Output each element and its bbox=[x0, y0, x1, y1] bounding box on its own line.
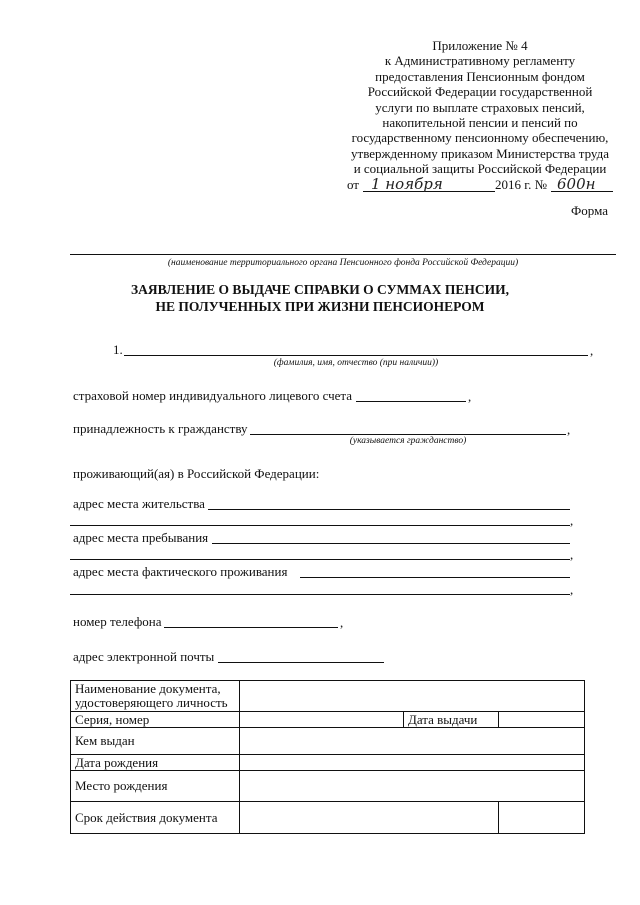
page-title bbox=[0, 281, 640, 315]
appendix-line: накопительной пенсии и пенсий по bbox=[382, 115, 578, 131]
fio-field[interactable] bbox=[124, 355, 588, 356]
stay-label: адрес места пребывания bbox=[73, 530, 209, 545]
from-label: от bbox=[346, 176, 359, 192]
form-label: Форма bbox=[571, 203, 608, 218]
stay-comma: , bbox=[570, 547, 574, 562]
table-row bbox=[71, 728, 585, 755]
actual-address-label: адрес места фактического проживания bbox=[73, 564, 288, 579]
snils-label: страховой номер индивидуального лицевого счета bbox=[73, 388, 353, 403]
item-number: 1. bbox=[113, 342, 123, 357]
appendix-line: и социальной защиты Российской Федерации bbox=[353, 161, 607, 177]
stay-field[interactable] bbox=[212, 543, 570, 544]
title-line-2: НЕ ПОЛУЧЕННЫХ ПРИ ЖИЗНИ ПЕНСИОНЕРОМ bbox=[155, 299, 485, 314]
series-number-label: Серия, номер bbox=[71, 712, 240, 728]
table-row bbox=[71, 755, 585, 771]
validity-value-cell[interactable] bbox=[240, 802, 499, 834]
residence-label: адрес места жительства bbox=[73, 496, 205, 511]
birth-place-label: Место рождения bbox=[71, 771, 240, 802]
appendix-line: Российской Федерации государственной bbox=[367, 84, 593, 100]
issued-by-value-cell[interactable] bbox=[240, 728, 585, 755]
table-row bbox=[71, 771, 585, 802]
handwritten-date: 1 ноября bbox=[370, 174, 443, 193]
handwritten-number: 600н bbox=[557, 174, 596, 193]
actual-address-field[interactable] bbox=[300, 577, 570, 578]
year-number-text: 2016 г. № bbox=[494, 176, 548, 192]
number-blank bbox=[551, 174, 613, 193]
actual-address-comma: , bbox=[570, 582, 574, 597]
fio-comma: , bbox=[590, 343, 594, 358]
phone-comma: , bbox=[340, 615, 344, 630]
residing-label: проживающий(ая) в Российской Федерации: bbox=[73, 466, 320, 481]
citizenship-comma: , bbox=[567, 422, 571, 437]
citizenship-caption: (указывается гражданство) bbox=[349, 436, 467, 446]
issued-by-label: Кем выдан bbox=[71, 728, 240, 755]
org-name-line[interactable] bbox=[70, 254, 616, 255]
date-blank bbox=[363, 174, 495, 193]
appendix-line: предоставления Пенсионным фондом bbox=[375, 68, 585, 84]
birth-place-value-cell[interactable] bbox=[240, 771, 585, 802]
actual-address-field-line2[interactable] bbox=[70, 594, 570, 595]
series-number-value-cell[interactable] bbox=[240, 712, 404, 728]
appendix-header bbox=[330, 38, 630, 192]
residence-field-line2[interactable] bbox=[70, 525, 570, 526]
residence-field[interactable] bbox=[208, 509, 570, 510]
order-date-line bbox=[330, 174, 630, 193]
appendix-line: Приложение № 4 bbox=[432, 38, 528, 53]
appendix-line: государственному пенсионному обеспечению, bbox=[351, 130, 609, 146]
citizenship-label: принадлежность к гражданству bbox=[73, 421, 248, 436]
doc-name-value-cell[interactable] bbox=[240, 681, 585, 712]
doc-name-label-line1: Наименование документа, bbox=[75, 681, 221, 696]
doc-name-label-line2: удостоверяющего личность bbox=[75, 695, 228, 710]
validity-extra-cell[interactable] bbox=[499, 802, 585, 834]
email-label: адрес электронной почты bbox=[73, 649, 215, 664]
stay-field-line2[interactable] bbox=[70, 559, 570, 560]
doc-name-label-cell bbox=[71, 681, 240, 712]
appendix-line: утвержденному приказом Министерства труда bbox=[351, 145, 609, 161]
appendix-line: услуги по выплате страховых пенсий, bbox=[375, 99, 585, 115]
phone-field[interactable] bbox=[164, 627, 338, 628]
birth-date-value-cell[interactable] bbox=[240, 755, 585, 771]
fio-caption: (фамилия, имя, отчество (при наличии)) bbox=[273, 358, 439, 368]
birth-date-label: Дата рождения bbox=[71, 755, 240, 771]
validity-label: Срок действия документа bbox=[71, 802, 240, 834]
email-field[interactable] bbox=[218, 662, 384, 663]
title-line-1: ЗАЯВЛЕНИЕ О ВЫДАЧЕ СПРАВКИ О СУММАХ ПЕНСИИ, bbox=[131, 282, 509, 297]
snils-field[interactable] bbox=[356, 401, 466, 402]
org-caption: (наименование территориального органа Пенсионного фонда Российской Федерации) bbox=[167, 258, 519, 268]
table-row bbox=[71, 681, 585, 712]
citizenship-field[interactable] bbox=[250, 434, 566, 435]
appendix-line: к Административному регламенту bbox=[384, 53, 576, 69]
residence-comma: , bbox=[570, 513, 574, 528]
table-row bbox=[71, 712, 585, 728]
id-document-table bbox=[70, 680, 585, 834]
phone-label: номер телефона bbox=[73, 614, 162, 629]
table-row bbox=[71, 802, 585, 834]
issue-date-value-cell[interactable] bbox=[499, 712, 585, 728]
snils-comma: , bbox=[468, 389, 472, 404]
issue-date-label: Дата выдачи bbox=[404, 712, 499, 728]
